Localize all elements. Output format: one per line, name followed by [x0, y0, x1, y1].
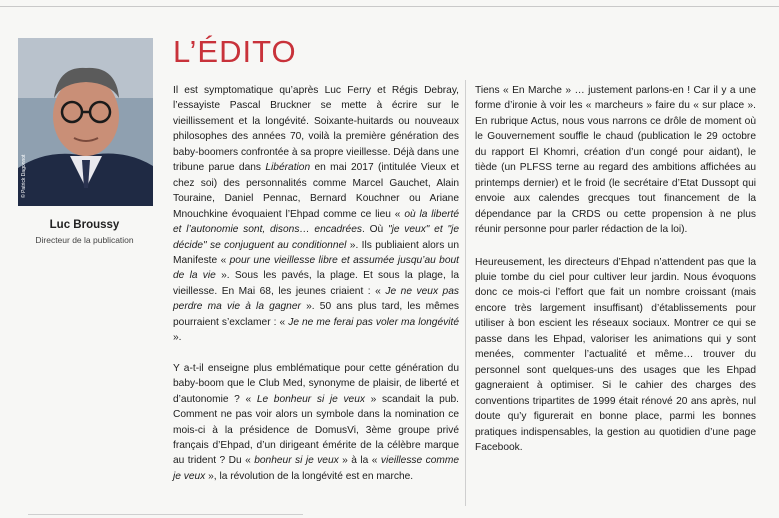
italic-quote: où la liberté et l’autonomie sont, disons… encadrées — [173, 208, 459, 236]
photo-credit: © Patrick Dagonnot — [21, 154, 27, 198]
text-run: ». Ils publiaient alors un Manifeste « — [173, 239, 459, 266]
bottom-rule — [28, 514, 303, 515]
text-run: ». Sous les pavés, la plage. Et sous la plage, la vieillesse. En Mai 68, les jeunes criaient : « — [173, 270, 459, 297]
text-run: » scandait la pub. Comment ne pas voir alors un symbole dans la nomination ce mois-ci à la présidence de DomusVi, 3ème groupe privé français d’Ehpad, d’un dirigeant émérite de la célèbre marque au trident ? Du « — [173, 393, 459, 467]
text-run: », la révolution de la longévité est en marche. — [205, 470, 414, 482]
column-left — [173, 83, 459, 484]
text-run: en mai 2017 (intitulée Vieux et chez soi) des personnalités comme Marcel Gauchet, Alain Touraine, Daniel Pennac, Bernard Kouchner ou Ariane Mnouchkine évoquaient l’Ehpad comme ce lieu « — [173, 162, 459, 220]
italic-quote: Je ne me ferai pas voler ma longévité — [288, 316, 459, 328]
paragraph — [173, 83, 459, 346]
author-role: Directeur de la publication — [35, 235, 134, 245]
italic-quote: Le bonheur si je veux — [256, 393, 365, 405]
text-run: . Où — [361, 224, 388, 236]
italic-quote: "je veux" et "je décide" se conjuguent au conditionnel — [173, 224, 459, 251]
author-name: Luc Broussy — [49, 219, 120, 231]
paragraph — [475, 255, 756, 456]
italic-quote: pour une vieillesse libre et assumée jusqu’au bout de la vie — [173, 254, 459, 282]
text-run: Heureusement, les directeurs d’Ehpad n’attendent pas que la pluie tombe du ciel pour cultiver leur jardin. Nous évoquons donc ce mois-ci l’effort que fait un nombre croissant (mais encore très largement insuffisant) d’établissements pour utiliser à bon escient les réseaux sociaux. Montrer ce qui se passe dans les Ehpad, valoriser les animations qui y sont menées, commenter l’actualité et même… trouver du personnel sont quelques-uns des usages que les Ehpad gagneraient à optimiser. Si le cahier des charges des conventions tripartites de 1999 était rénové 20 ans après, nul doute qu’y figurerait en bonne place, parmi les bonnes pratiques indispensables, la gestion au quotidien d’une page Facebook. — [475, 256, 756, 453]
text-run: Il est symptomatique qu’après Luc Ferry et Régis Debray, l’essayiste Pascal Bruckner se mette à écrire sur le vieillissement et la longévité. Soixante-huitards ou nouveaux philosophes des années 70, voilà la première génération des baby-boomers confrontée à sa propre vieillesse. Déjà dans une tribune parue dans — [173, 85, 459, 174]
page-title: L’ÉDITO — [173, 34, 297, 69]
paragraph — [475, 83, 756, 238]
top-rule — [0, 6, 779, 7]
text-run: ». 50 ans plus tard, les mêmes pourraient s’exclamer : « — [173, 301, 460, 328]
text-run: » à la « — [338, 455, 381, 467]
text-run: Y a-t-il enseigne plus emblématique pour cette génération du baby-boom que le Club Med, synonyme de plaisir, de liberté et d’autonomie ? « — [173, 362, 459, 405]
italic-quote: Je ne veux pas perdre ma vie à la gagner — [173, 285, 459, 313]
italic-quote: vieillesse comme je veux — [173, 455, 460, 482]
column-right — [475, 83, 756, 455]
paragraph — [173, 361, 459, 485]
author-photo — [18, 38, 153, 206]
text-run: Tiens « En Marche » … justement parlons-en ! Car il y a une forme d’ironie à voir les « marcheurs » faire du « sur place ». En rubrique Actus, nous vous narrons ce drôle de moment où le Gouvernement souffle le chaud (publication le 29 octobre du rapport El Khomri, création d’un congé pour aidant), le tiède (un PLFSS terne au regard des ambitions affichées au printemps dernier) et le froid (le secrétaire d’Etat Dussopt qui envoie aux calendes grecques tout financement de la dépendance par la CRDS ou cette propension à ne plus réunir personne pour parler rédaction de la loi). — [475, 85, 756, 236]
text-run: ». — [173, 332, 182, 344]
author-block — [17, 219, 152, 245]
portrait-illustration — [18, 38, 153, 206]
italic-quote: Libération — [265, 162, 311, 174]
italic-quote: bonheur si je veux — [254, 455, 339, 467]
column-divider — [465, 80, 466, 506]
